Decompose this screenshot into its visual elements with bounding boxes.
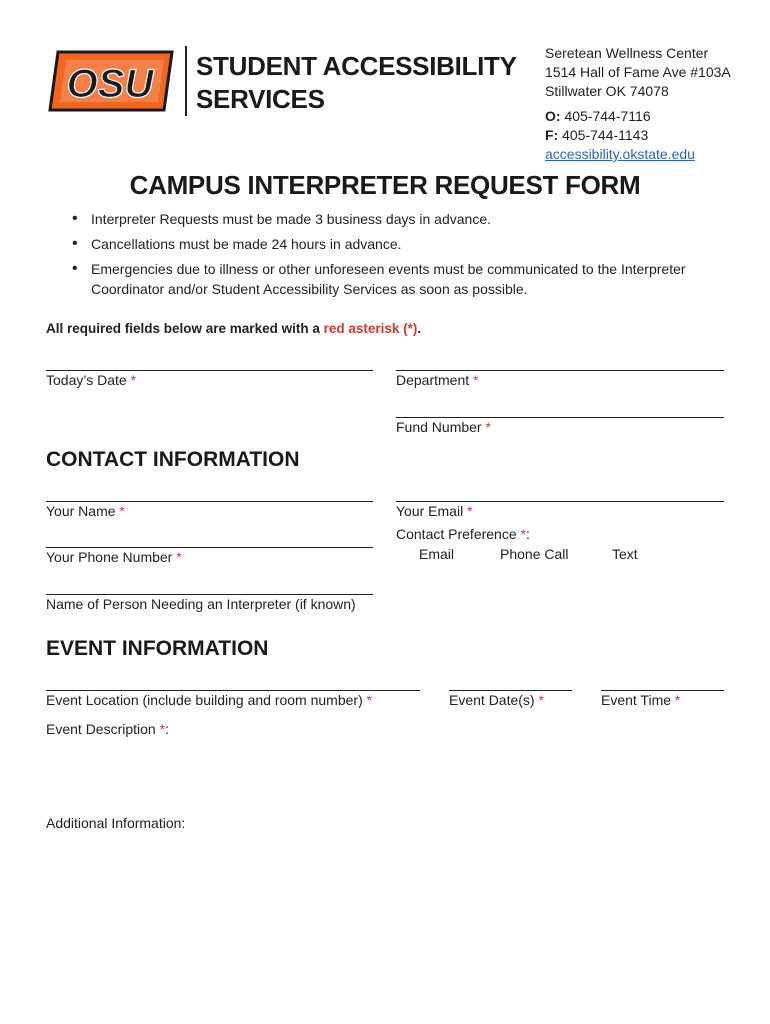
event-dates-field[interactable] xyxy=(449,690,572,691)
notes-list xyxy=(72,209,712,304)
your-name-field[interactable] xyxy=(46,501,373,502)
required-note xyxy=(46,321,421,336)
your-phone-field[interactable] xyxy=(46,547,373,548)
contact-section-heading: CONTACT INFORMATION xyxy=(46,448,300,471)
fax-row xyxy=(545,126,731,145)
department-field[interactable] xyxy=(396,370,724,371)
address-line1: Seretean Wellness Center xyxy=(545,45,709,61)
event-description-label: Event Description *: xyxy=(46,721,169,737)
department-label: Department * xyxy=(396,372,479,388)
fund-number-field[interactable] xyxy=(396,417,724,418)
org-name-line1: STUDENT ACCESSIBILITY xyxy=(196,51,517,81)
org-name-line2: SERVICES xyxy=(196,84,325,114)
note-item: • Cancellations must be made 24 hours in advance. xyxy=(72,234,712,254)
event-dates-label: Event Date(s) * xyxy=(449,692,544,708)
additional-info-area[interactable] xyxy=(46,836,724,986)
fund-number-label: Fund Number * xyxy=(396,419,491,435)
required-note-highlight: red asterisk (*) xyxy=(323,321,418,336)
your-name-label: Your Name * xyxy=(46,503,125,519)
fax-label: F: xyxy=(545,127,559,143)
contact-preference-label: Contact Preference *: xyxy=(396,526,530,542)
person-needing-field[interactable] xyxy=(46,594,373,595)
website-link[interactable]: accessibility.okstate.edu xyxy=(545,146,695,162)
todays-date-field[interactable] xyxy=(46,370,373,371)
event-time-field[interactable] xyxy=(601,690,724,691)
your-phone-label: Your Phone Number * xyxy=(46,549,182,565)
office-phone: 405-744-7116 xyxy=(564,108,651,124)
contact-option-phone-call[interactable]: Phone Call xyxy=(500,546,569,562)
address-line3: Stillwater OK 74078 xyxy=(545,83,669,99)
contact-option-text[interactable]: Text xyxy=(612,546,638,562)
note-item: • Interpreter Requests must be made 3 business days in advance. xyxy=(72,209,712,229)
required-note-suffix: . xyxy=(417,321,422,336)
contact-address-block xyxy=(545,44,731,164)
your-email-field[interactable] xyxy=(396,501,724,502)
osu-logo xyxy=(44,44,178,118)
event-section-heading: EVENT INFORMATION xyxy=(46,637,269,660)
event-time-label: Event Time * xyxy=(601,692,681,708)
fax-phone: 405-744-1143 xyxy=(562,127,649,143)
address-line2: 1514 Hall of Fame Ave #103A xyxy=(545,64,731,80)
required-note-prefix: All required fields below are marked with a xyxy=(46,321,324,336)
todays-date-label: Today’s Date * xyxy=(46,372,137,388)
person-needing-label: Name of Person Needing an Interpreter (if known) xyxy=(46,596,356,612)
form-title: CAMPUS INTERPRETER REQUEST FORM xyxy=(129,170,641,200)
office-label: O: xyxy=(545,108,561,124)
note-item: • Emergencies due to illness or other unforeseen events must be communicated to the Interpreter Coordinator and/or Student Accessibility Services as soon as possible. xyxy=(72,259,712,299)
logo-text: OSU xyxy=(66,62,154,106)
org-name xyxy=(196,50,517,116)
additional-info-label: Additional Information: xyxy=(46,815,186,831)
office-phone-row xyxy=(545,107,731,126)
your-email-label: Your Email * xyxy=(396,503,473,519)
header-divider xyxy=(185,46,187,116)
event-location-field[interactable] xyxy=(46,690,420,691)
contact-option-email[interactable]: Email xyxy=(419,546,455,562)
event-location-label: Event Location (include building and room number) * xyxy=(46,692,373,708)
event-description-area[interactable] xyxy=(46,742,724,808)
